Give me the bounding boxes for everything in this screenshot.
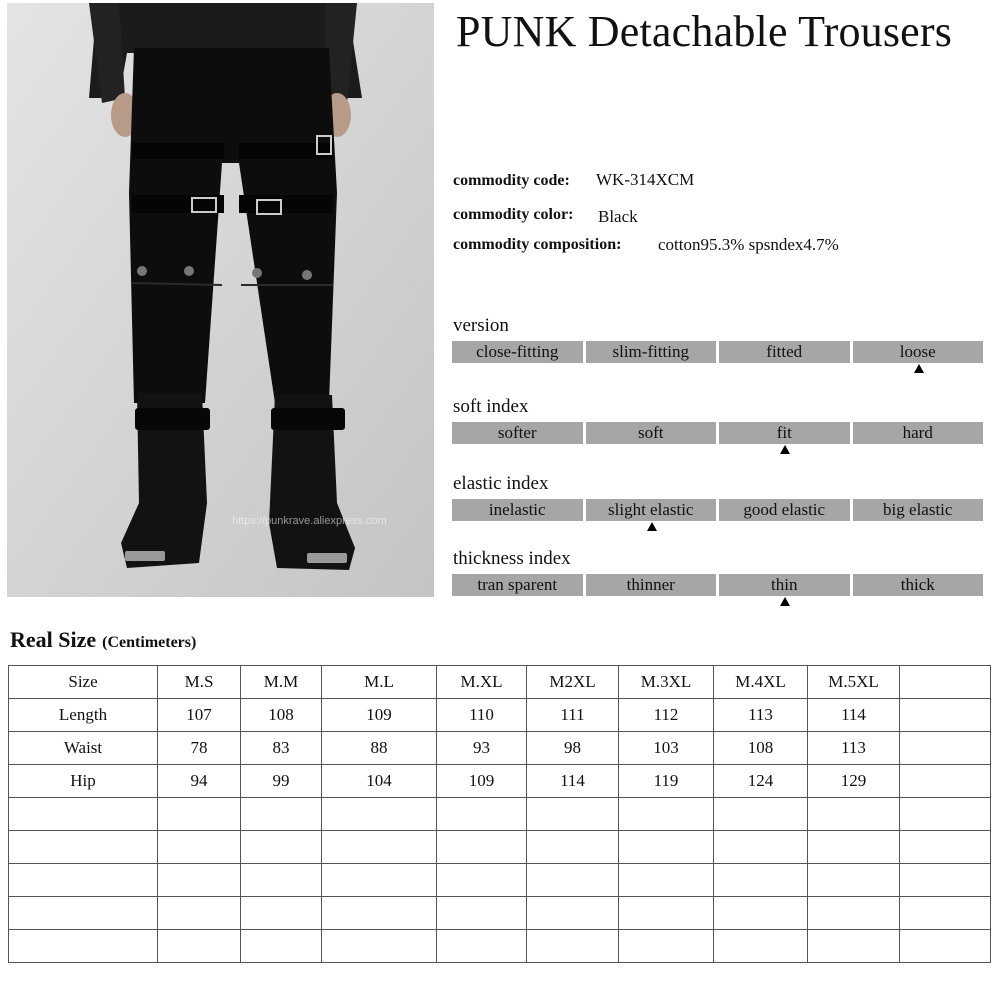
table-cell	[527, 798, 619, 831]
table-cell	[619, 831, 714, 864]
table-cell: 110	[437, 699, 527, 732]
table-cell: 99	[241, 765, 322, 798]
table-cell	[437, 798, 527, 831]
elastic-index-option: inelastic	[452, 499, 583, 521]
table-header-cell: M.XL	[437, 666, 527, 699]
table-cell	[714, 897, 808, 930]
table-cell: 113	[808, 732, 900, 765]
table-row	[9, 831, 991, 864]
product-title: PUNK Detachable Trousers	[456, 7, 953, 56]
soft-index-title: soft index	[453, 396, 529, 417]
thickness-index-option: tran sparent	[452, 574, 583, 596]
table-row	[9, 930, 991, 963]
thickness-index-option: thinner	[586, 574, 717, 596]
thickness-index-option: thin	[719, 574, 850, 596]
version-option: fitted	[719, 341, 850, 363]
table-cell	[9, 930, 158, 963]
table-cell	[322, 798, 437, 831]
commodity-composition-label: commodity composition:	[453, 236, 622, 253]
table-cell: 78	[158, 732, 241, 765]
table-cell: 103	[619, 732, 714, 765]
table-cell	[241, 831, 322, 864]
table-cell: 111	[527, 699, 619, 732]
elastic-index-option: slight elastic	[586, 499, 717, 521]
table-cell	[527, 930, 619, 963]
version-scale	[452, 341, 983, 363]
table-cell	[158, 930, 241, 963]
table-cell	[619, 798, 714, 831]
elastic-index-scale	[452, 499, 983, 521]
table-cell: 93	[437, 732, 527, 765]
table-cell	[900, 864, 991, 897]
table-row	[9, 798, 991, 831]
table-cell	[900, 798, 991, 831]
real-size-heading	[10, 627, 196, 653]
table-cell	[322, 897, 437, 930]
table-cell	[900, 831, 991, 864]
table-cell	[241, 930, 322, 963]
table-cell	[619, 897, 714, 930]
table-header-cell	[900, 666, 991, 699]
commodity-composition-value: cotton95.3% spsndex4.7%	[658, 235, 839, 254]
table-row	[9, 699, 991, 732]
table-row	[9, 864, 991, 897]
table-header-cell: M2XL	[527, 666, 619, 699]
table-row	[9, 732, 991, 765]
table-header-cell: M.3XL	[619, 666, 714, 699]
soft-index-scale	[452, 422, 983, 444]
table-cell: Length	[9, 699, 158, 732]
table-cell	[900, 699, 991, 732]
table-cell: Hip	[9, 765, 158, 798]
thickness-index-scale	[452, 574, 983, 596]
version-option: close-fitting	[452, 341, 583, 363]
table-header-cell: M.4XL	[714, 666, 808, 699]
elastic-index-option: good elastic	[719, 499, 850, 521]
table-cell	[437, 831, 527, 864]
table-cell	[9, 831, 158, 864]
table-cell	[714, 864, 808, 897]
table-cell: 109	[437, 765, 527, 798]
table-cell: 94	[158, 765, 241, 798]
soft-index-option: fit	[719, 422, 850, 444]
table-cell	[808, 798, 900, 831]
table-cell: 124	[714, 765, 808, 798]
table-header-cell: M.L	[322, 666, 437, 699]
table-cell	[322, 930, 437, 963]
table-cell	[322, 831, 437, 864]
commodity-color-value: Black	[598, 207, 638, 226]
table-cell	[900, 897, 991, 930]
table-cell: 119	[619, 765, 714, 798]
table-cell: 83	[241, 732, 322, 765]
table-cell: 98	[527, 732, 619, 765]
table-cell	[619, 930, 714, 963]
table-header-cell: Size	[9, 666, 158, 699]
soft-index-option: hard	[853, 422, 984, 444]
version-title: version	[453, 315, 509, 336]
product-photo	[7, 3, 434, 597]
table-cell	[900, 930, 991, 963]
table-cell	[158, 798, 241, 831]
real-size-title: Real Size	[10, 627, 97, 652]
table-cell	[437, 930, 527, 963]
table-cell: 108	[714, 732, 808, 765]
version-marker	[914, 364, 924, 373]
table-cell: 104	[322, 765, 437, 798]
table-cell: 107	[158, 699, 241, 732]
table-cell: 114	[808, 699, 900, 732]
version-option: slim-fitting	[586, 341, 717, 363]
table-row	[9, 765, 991, 798]
table-cell	[322, 864, 437, 897]
table-cell	[158, 864, 241, 897]
table-cell	[900, 732, 991, 765]
size-table	[8, 665, 991, 963]
thickness-index-option: thick	[853, 574, 984, 596]
table-cell	[714, 831, 808, 864]
table-cell: 88	[322, 732, 437, 765]
table-cell	[619, 864, 714, 897]
table-cell	[437, 897, 527, 930]
table-cell	[527, 831, 619, 864]
thickness-index-title: thickness index	[453, 548, 571, 569]
table-cell	[714, 930, 808, 963]
soft-index-marker	[780, 445, 790, 454]
commodity-color-label: commodity color:	[453, 206, 574, 223]
table-cell	[158, 897, 241, 930]
thickness-index-marker	[780, 597, 790, 606]
table-header-row	[9, 666, 991, 699]
table-cell: Waist	[9, 732, 158, 765]
table-cell	[808, 864, 900, 897]
table-cell: 109	[322, 699, 437, 732]
table-header-cell: M.5XL	[808, 666, 900, 699]
commodity-code-value: WK-314XCM	[596, 170, 695, 189]
table-cell	[241, 897, 322, 930]
table-cell	[9, 798, 158, 831]
real-size-unit: (Centimeters)	[102, 634, 197, 651]
table-cell	[900, 765, 991, 798]
table-cell	[808, 930, 900, 963]
table-cell	[241, 864, 322, 897]
table-header-cell: M.S	[158, 666, 241, 699]
table-cell: 112	[619, 699, 714, 732]
elastic-index-title: elastic index	[453, 473, 549, 494]
table-cell	[437, 864, 527, 897]
elastic-index-marker	[647, 522, 657, 531]
table-cell	[527, 897, 619, 930]
table-cell: 113	[714, 699, 808, 732]
table-cell	[527, 864, 619, 897]
table-cell	[9, 864, 158, 897]
commodity-code-label: commodity code:	[453, 172, 570, 189]
soft-index-option: soft	[586, 422, 717, 444]
table-cell: 108	[241, 699, 322, 732]
table-row	[9, 897, 991, 930]
table-cell	[241, 798, 322, 831]
soft-index-option: softer	[452, 422, 583, 444]
table-header-cell: M.M	[241, 666, 322, 699]
table-cell	[158, 831, 241, 864]
table-cell	[9, 897, 158, 930]
version-option: loose	[853, 341, 984, 363]
table-cell	[714, 798, 808, 831]
table-cell	[808, 897, 900, 930]
table-cell: 129	[808, 765, 900, 798]
table-cell: 114	[527, 765, 619, 798]
watermark-text: https://punkrave.aliexpress.com	[232, 515, 387, 527]
table-cell	[808, 831, 900, 864]
elastic-index-option: big elastic	[853, 499, 984, 521]
